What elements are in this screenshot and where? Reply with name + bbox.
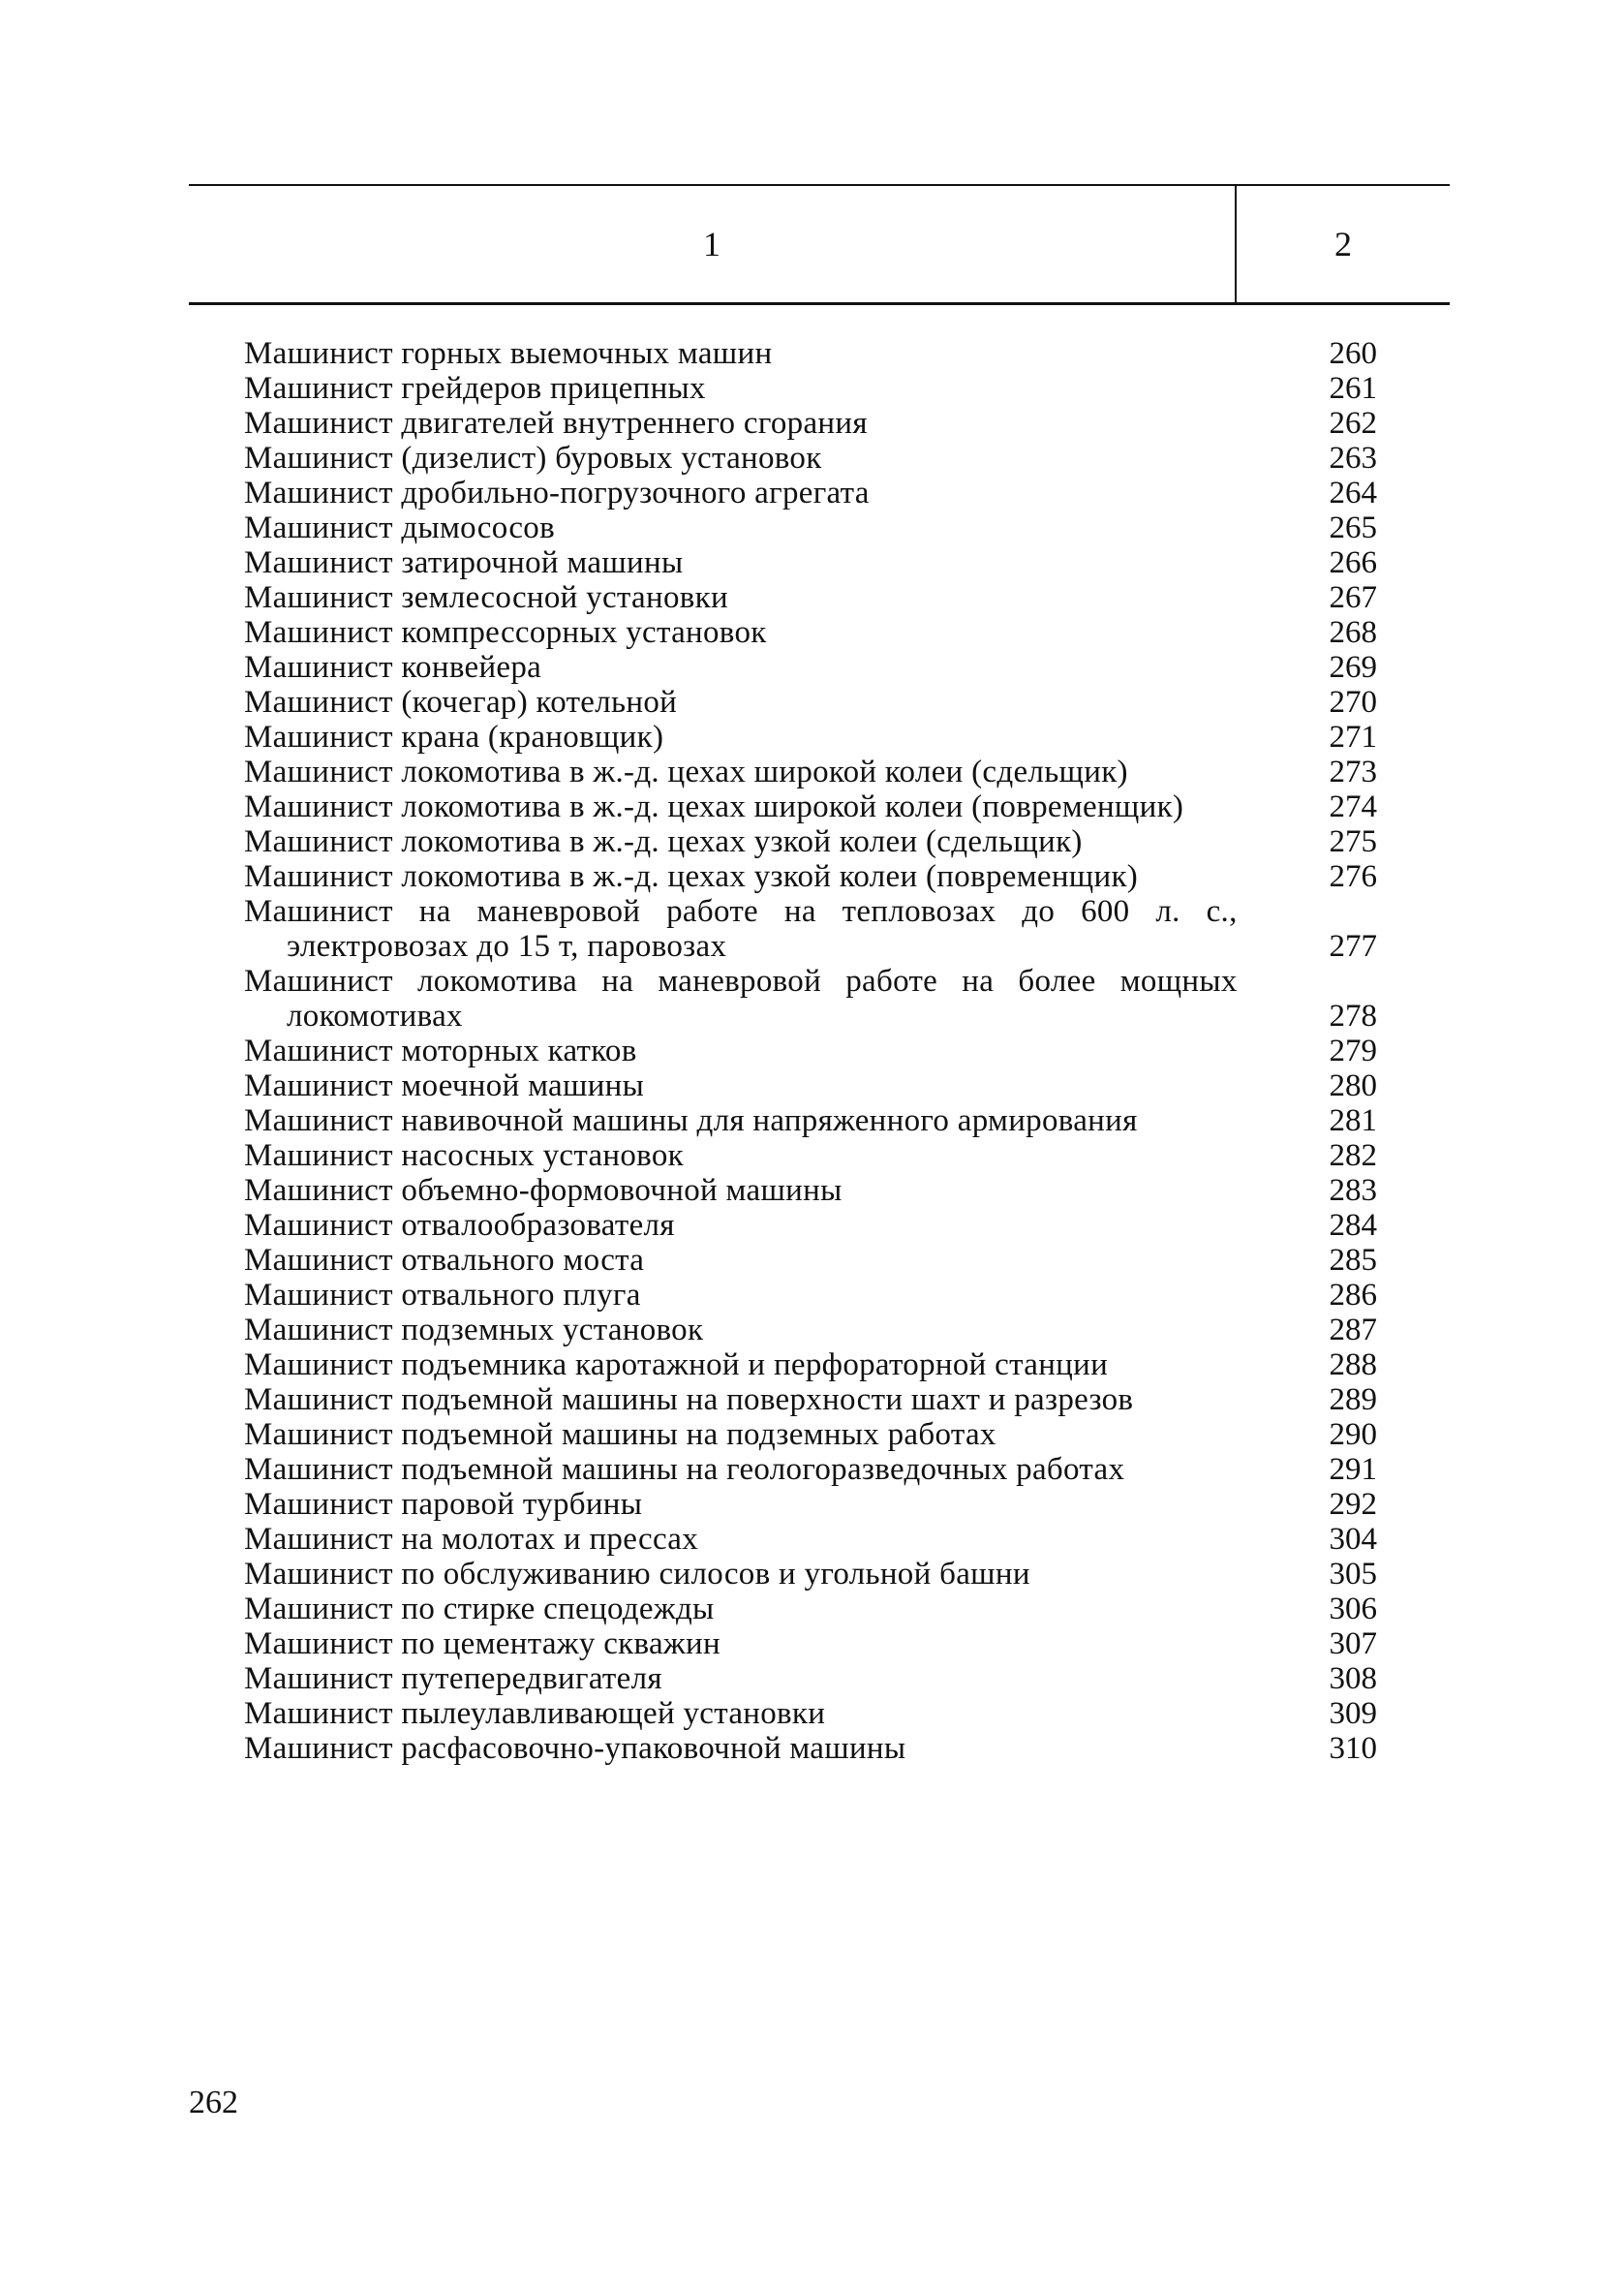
entry-title: Машинист паровой турбины [244, 1487, 643, 1522]
index-entry [244, 1208, 1396, 1243]
entry-title: Машинист затирочной машины [244, 545, 684, 580]
index-entry [244, 1487, 1396, 1522]
entry-title: Машинист грейдеров прицепных [244, 371, 706, 406]
entry-page-number: 291 [1329, 1452, 1377, 1487]
entry-title: Машинист по цементажу скважин [244, 1626, 720, 1661]
entry-page-number: 290 [1329, 1417, 1377, 1452]
index-entry [244, 441, 1396, 476]
index-entry [244, 1626, 1396, 1661]
entry-page-number: 286 [1329, 1278, 1377, 1313]
entry-title: Машинист отвалообразователя [244, 1208, 675, 1243]
entry-title: Машинист подъемника каротажной и перфораторной станции [244, 1347, 1109, 1382]
entry-title: Машинист горных выемочных машин [244, 336, 773, 371]
entry-page-number: 287 [1329, 1313, 1377, 1347]
index-entry [244, 1103, 1396, 1138]
entry-page-number: 292 [1329, 1487, 1377, 1522]
entry-page-number: 278 [1329, 999, 1377, 1034]
entry-title: Машинист по обслуживанию силосов и угольной башни [244, 1557, 1030, 1592]
entry-page-number: 266 [1329, 545, 1377, 580]
entry-page-number: 267 [1329, 580, 1377, 615]
entry-page-number: 276 [1329, 859, 1377, 894]
entry-page-number: 275 [1329, 824, 1377, 859]
entry-title: Машинист компрессорных установок [244, 615, 767, 650]
entry-page-number: 261 [1329, 371, 1377, 406]
entry-page-number: 281 [1329, 1103, 1377, 1138]
entry-title: Машинист пылеулавливающей установки [244, 1696, 826, 1731]
entry-page-number: 306 [1329, 1592, 1377, 1626]
index-entry [244, 1557, 1396, 1592]
entry-page-number: 309 [1329, 1696, 1377, 1731]
column-header-2: 2 [1334, 225, 1352, 263]
entry-title: Машинист по стирке спецодежды [244, 1592, 715, 1626]
index-entry [244, 1522, 1396, 1557]
entry-title: Машинист локомотива в ж.-д. цехах узкой колеи (сдельщик) [244, 824, 1083, 859]
entry-page-number: 289 [1329, 1382, 1377, 1417]
index-entry [244, 824, 1396, 859]
entry-title: Машинист (дизелист) буровых установок [244, 441, 822, 476]
entry-title: Машинист путепередвигателя [244, 1661, 662, 1696]
entry-title: Машинист локомотива в ж.-д. цехах широкой колеи (сдельщик) [244, 755, 1128, 789]
entry-page-number: 304 [1329, 1522, 1377, 1557]
entry-page-number: 265 [1329, 510, 1377, 545]
index-entry [244, 894, 1396, 964]
entry-page-number: 260 [1329, 336, 1377, 371]
column-header-1: 1 [189, 186, 1237, 302]
index-entry [244, 1278, 1396, 1313]
entry-title: Машинист моечной машины [244, 1068, 645, 1103]
index-entry [244, 859, 1396, 894]
index-entry [244, 1313, 1396, 1347]
index-entry [244, 1661, 1396, 1696]
index-entry [244, 1347, 1396, 1382]
entry-title: Машинист дробильно-погрузочного агрегата [244, 476, 870, 510]
entry-title: Машинист дымососов [244, 510, 555, 545]
entry-title: Машинист подъемной машины на геологоразведочных работах [244, 1452, 1125, 1487]
entry-page-number: 274 [1329, 789, 1377, 824]
entry-title: Машинист локомотива на маневровой работе на более мощных локомотивах [244, 964, 1238, 1034]
entry-title: Машинист отвального моста [244, 1243, 645, 1278]
index-entry [244, 1173, 1396, 1208]
page-number: 262 [189, 2085, 238, 2120]
entry-page-number: 270 [1329, 685, 1377, 720]
entry-page-number: 288 [1329, 1347, 1377, 1382]
index-entry [244, 1382, 1396, 1417]
entry-title: Машинист навивочной машины для напряженного армирования [244, 1103, 1138, 1138]
entry-title: Машинист конвейера [244, 650, 542, 685]
index-entry [244, 1417, 1396, 1452]
entry-page-number: 280 [1329, 1068, 1377, 1103]
entry-title: Машинист подземных установок [244, 1313, 704, 1347]
index-entry [244, 1696, 1396, 1731]
entry-title: Машинист отвального плуга [244, 1278, 641, 1313]
entry-page-number: 305 [1329, 1557, 1377, 1592]
index-entry [244, 1068, 1396, 1103]
index-entry [244, 615, 1396, 650]
index-entry [244, 1243, 1396, 1278]
entry-page-number: 262 [1329, 406, 1377, 441]
entry-page-number: 263 [1329, 441, 1377, 476]
entry-page-number: 283 [1329, 1173, 1377, 1208]
index-entry [244, 1731, 1396, 1766]
index-entry [244, 406, 1396, 441]
entry-page-number: 264 [1329, 476, 1377, 510]
entry-title: Машинист локомотива в ж.-д. цехах широкой колеи (повременщик) [244, 789, 1184, 824]
index-entry [244, 1138, 1396, 1173]
entry-title: Машинист моторных катков [244, 1034, 637, 1068]
entry-page-number: 269 [1329, 650, 1377, 685]
entry-page-number: 285 [1329, 1243, 1377, 1278]
index-entry [244, 789, 1396, 824]
index-entry [244, 336, 1396, 371]
entry-title: Машинист расфасовочно-упаковочной машины [244, 1731, 906, 1766]
entry-title: Машинист локомотива в ж.-д. цехах узкой колеи (повременщик) [244, 859, 1139, 894]
entry-page-number: 307 [1329, 1626, 1377, 1661]
index-entry [244, 1592, 1396, 1626]
index-entry [244, 580, 1396, 615]
entry-page-number: 273 [1329, 755, 1377, 789]
index-entry [244, 545, 1396, 580]
table-header [189, 184, 1450, 305]
index-entry [244, 371, 1396, 406]
entry-title: Машинист подъемной машины на подземных работах [244, 1417, 996, 1452]
entry-title: Машинист крана (крановщик) [244, 720, 664, 755]
entry-page-number: 308 [1329, 1661, 1377, 1696]
index-entry [244, 510, 1396, 545]
entry-title: Машинист на маневровой работе на тепловозах до 600 л. с., электровозах до 15 т, паровозах [244, 894, 1238, 964]
entry-page-number: 282 [1329, 1138, 1377, 1173]
entry-page-number: 284 [1329, 1208, 1377, 1243]
entry-page-number: 271 [1329, 720, 1377, 755]
entry-page-number: 268 [1329, 615, 1377, 650]
entry-title: Машинист на молотах и прессах [244, 1522, 699, 1557]
entry-title: Машинист землесосной установки [244, 580, 728, 615]
index-entry [244, 720, 1396, 755]
index-entry [244, 685, 1396, 720]
entry-page-number: 279 [1329, 1034, 1377, 1068]
index-entry [244, 650, 1396, 685]
entry-title: Машинист (кочегар) котельной [244, 685, 678, 720]
index-entry [244, 964, 1396, 1034]
index-entry [244, 1452, 1396, 1487]
entry-title: Машинист объемно-формовочной машины [244, 1173, 843, 1208]
entry-page-number: 277 [1329, 929, 1377, 964]
index-entry [244, 755, 1396, 789]
index-entries-list [244, 336, 1396, 1766]
entry-title: Машинист двигателей внутреннего сгорания [244, 406, 868, 441]
index-entry [244, 1034, 1396, 1068]
index-entry [244, 476, 1396, 510]
entry-title: Машинист подъемной машины на поверхности шахт и разрезов [244, 1382, 1134, 1417]
entry-title: Машинист насосных установок [244, 1138, 684, 1173]
entry-page-number: 310 [1329, 1731, 1377, 1766]
